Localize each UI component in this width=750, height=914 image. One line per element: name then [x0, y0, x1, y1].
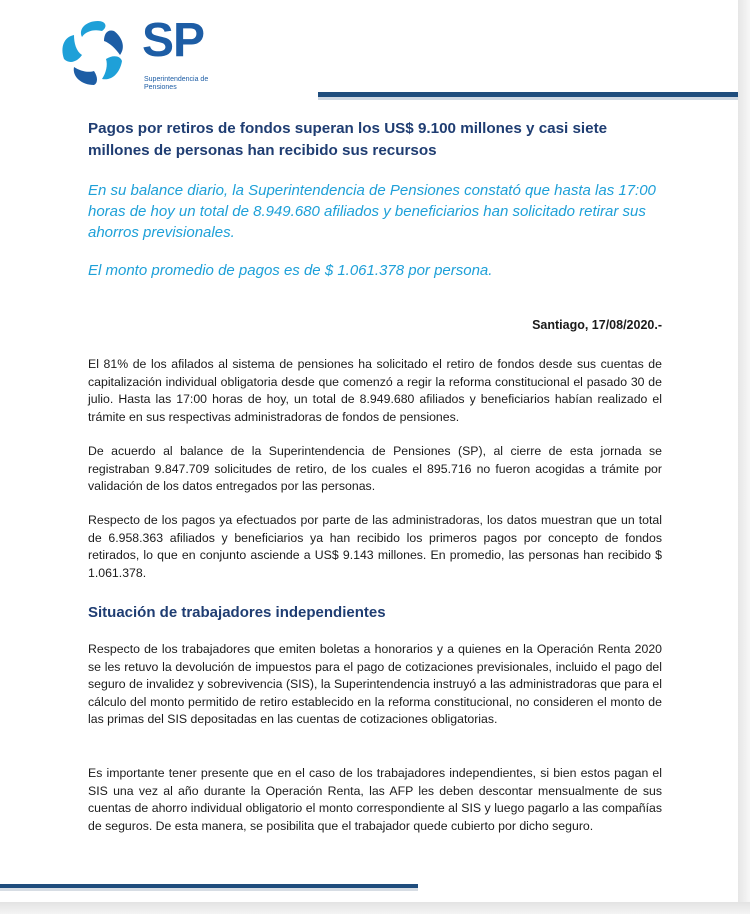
body-paragraph-5: Es importante tener presente que en el caso de los trabajadores independientes, si bien estos pagan el SIS una vez al año durante la Operación Renta, las AFP les deben descontar mensualmente de sus cuentas de ahorro individual obligatorio el monto correspondiente al SIS y luego pagarlo a las compañías de seguros. De esta manera, se posibilita que el trabajador quede cubierto por dicho seguro.: [88, 766, 662, 833]
page-edge-right: [738, 0, 750, 914]
footer-rule-shadow: [0, 888, 418, 891]
body-paragraph-2: De acuerdo al balance de la Superintendencia de Pensiones (SP), al cierre de esta jornada se registraban 9.847.709 solicitudes de retiro, de los cuales el 895.716 no fueron acogidas a trámite por validación de los datos entregados por las personas.: [88, 444, 662, 494]
lead-average-amount: El monto promedio de pagos es de $ 1.061.378 por persona.: [88, 262, 493, 279]
section-heading: Situación de trabajadores independientes: [88, 604, 386, 621]
page-title: Pagos por retiros de fondos superan los US$ 9.100 millones y casi siete millones de personas han recibido sus recursos: [88, 120, 608, 159]
sp-logo: [56, 15, 216, 95]
body-paragraph-4: Respecto de los trabajadores que emiten boletas a honorarios y a quienes en la Operación Renta 2020 se les retuvo la devolución de impuestos para el pago de cotizaciones previsionales, incluido el pago del seguro de invalidez y sobrevivencia (SIS), la Superintendencia instruyó a las administradoras que para el cálculo del monto permitido de retiro establecido en la reforma constitucional, no consideren el monto de las primas del SIS depositadas en las cuentas de cotizaciones obligatorias.: [88, 642, 662, 727]
hands-star-logo-icon: [56, 15, 140, 95]
logo-text: SP: [142, 14, 205, 67]
body-paragraph-3: Respecto de los pagos ya efectuados por parte de las administradoras, los datos muestran que un total de 6.958.363 afiliados y beneficiarios ya han recibido los primeros pagos por concepto de fondos retirados, lo que en conjunto asciende a US$ 9.143 millones. En promedio, las personas han recibido $ 1.061.378.: [88, 513, 662, 580]
body-paragraph-1: El 81% de los afilados al sistema de pensiones ha solicitado el retiro de fondos desde sus cuentas de capitalización individual obligatoria desde que comenzó a regir la reforma constitucional el pasado 30 de julio. Hasta las 17:00 horas de hoy, un total de 8.949.680 afiliados y beneficiarios habían realizado el trámite en sus respectivas administradoras de fondos de pensiones.: [88, 357, 662, 424]
logo-subtitle-line2: Pensiones: [144, 84, 177, 91]
header-rule-shadow: [318, 97, 738, 100]
logo-subtitle: [144, 76, 208, 92]
page-edge-bottom: [0, 902, 750, 914]
lead-paragraph: En su balance diario, la Superintendencia de Pensiones constató que hasta las 17:00 horas de hoy un total de 8.949.680 afiliados y beneficiarios han solicitado retirar sus ahorros previsionales.: [88, 182, 656, 241]
dateline: Santiago, 17/08/2020.-: [532, 318, 662, 332]
logo-subtitle-line1: Superintendencia de: [144, 76, 209, 83]
